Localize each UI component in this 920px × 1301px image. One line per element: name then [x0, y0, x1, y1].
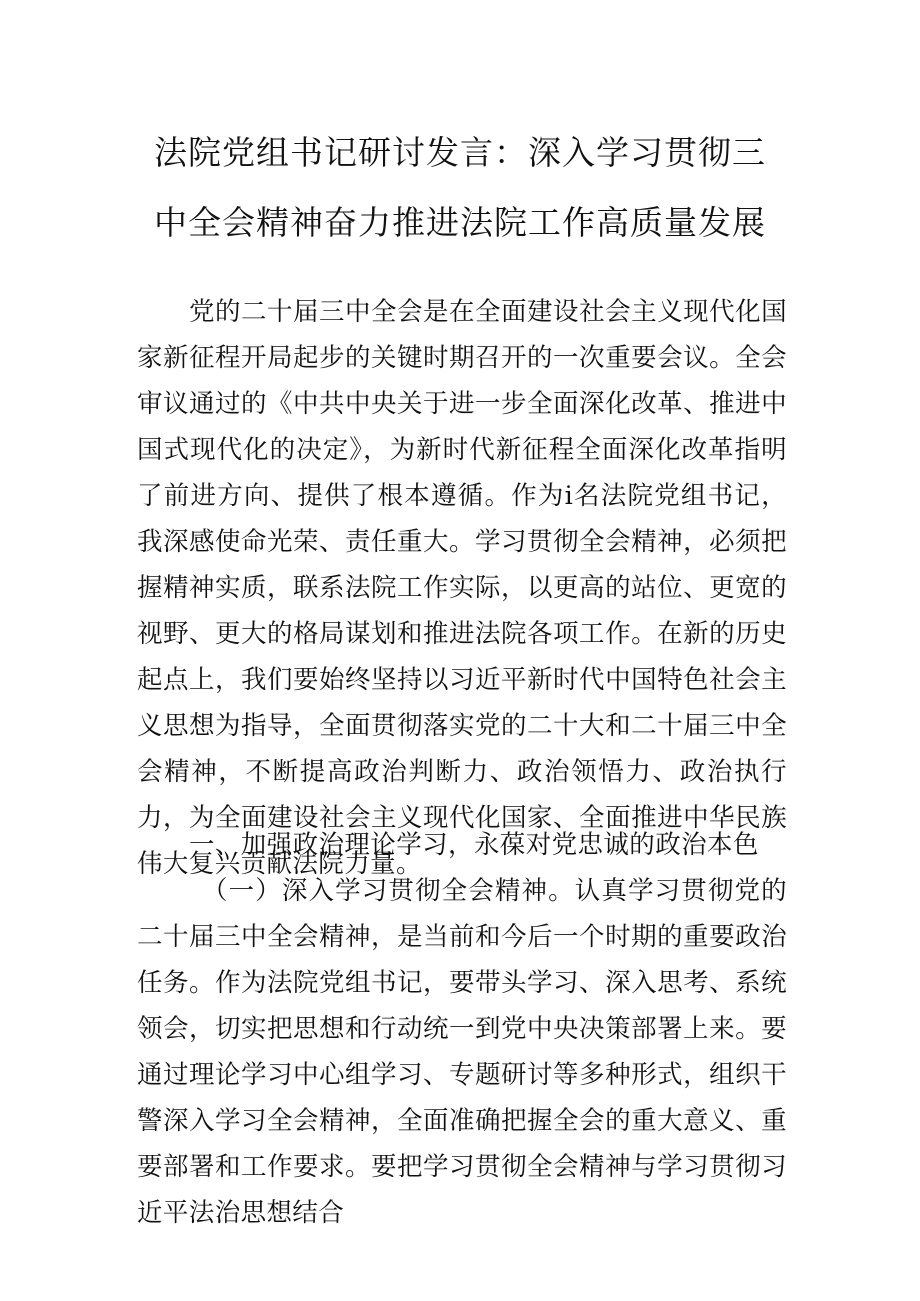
document-title-line-2: 中全会精神奋力推进法院工作高质量发展: [154, 203, 766, 242]
document-title-line-1: 法院党组书记研讨发言：深入学习贯彻三: [154, 133, 766, 172]
section-heading-1: 一、加强政治理论学习，永葆对党忠诚的政治本色: [189, 830, 759, 860]
subsection-paragraph-1: （一）深入学习贯彻全会精神。认真学习贯彻党的二十届三中全会精神，是当前和今后一个时期的重要政治任务。作为法院党组书记，要带头学习、深入思考、系统领会，切实把思想和行动统一到党中央决策部署上来。要通过理论学习中心组学习、专题研讨等多种形式，组织干警深入学习全会精神，全面准确把握全会的重大意义、重要部署和工作要求。要把学习贯彻全会精神与学习贯彻习近平法治思想结合: [137, 876, 787, 1228]
intro-paragraph: 党的二十届三中全会是在全面建设社会主义现代化国家新征程开局起步的关键时期召开的一次重要会议。全会审议通过的《中共中央关于进一步全面深化改革、推进中国式现代化的决定》，为新时代新征程全面深化改革指明了前进方向、提供了根本遵循。作为i名法院党组书记，我深感使命光荣、责任重大。学习贯彻全会精神，必须把握精神实质，联系法院工作实际，以更高的站位、更宽的视野、更大的格局谋划和推进法院各项工作。在新的历史起点上，我们要始终坚持以习近平新时代中国特色社会主义思想为指导，全面贯彻落实党的二十大和二十届三中全会精神，不断提高政治判断力、政治领悟力、政治执行力，为全面建设社会主义现代化国家、全面推进中华民族伟大复兴贡献法院力量。: [137, 297, 787, 879]
